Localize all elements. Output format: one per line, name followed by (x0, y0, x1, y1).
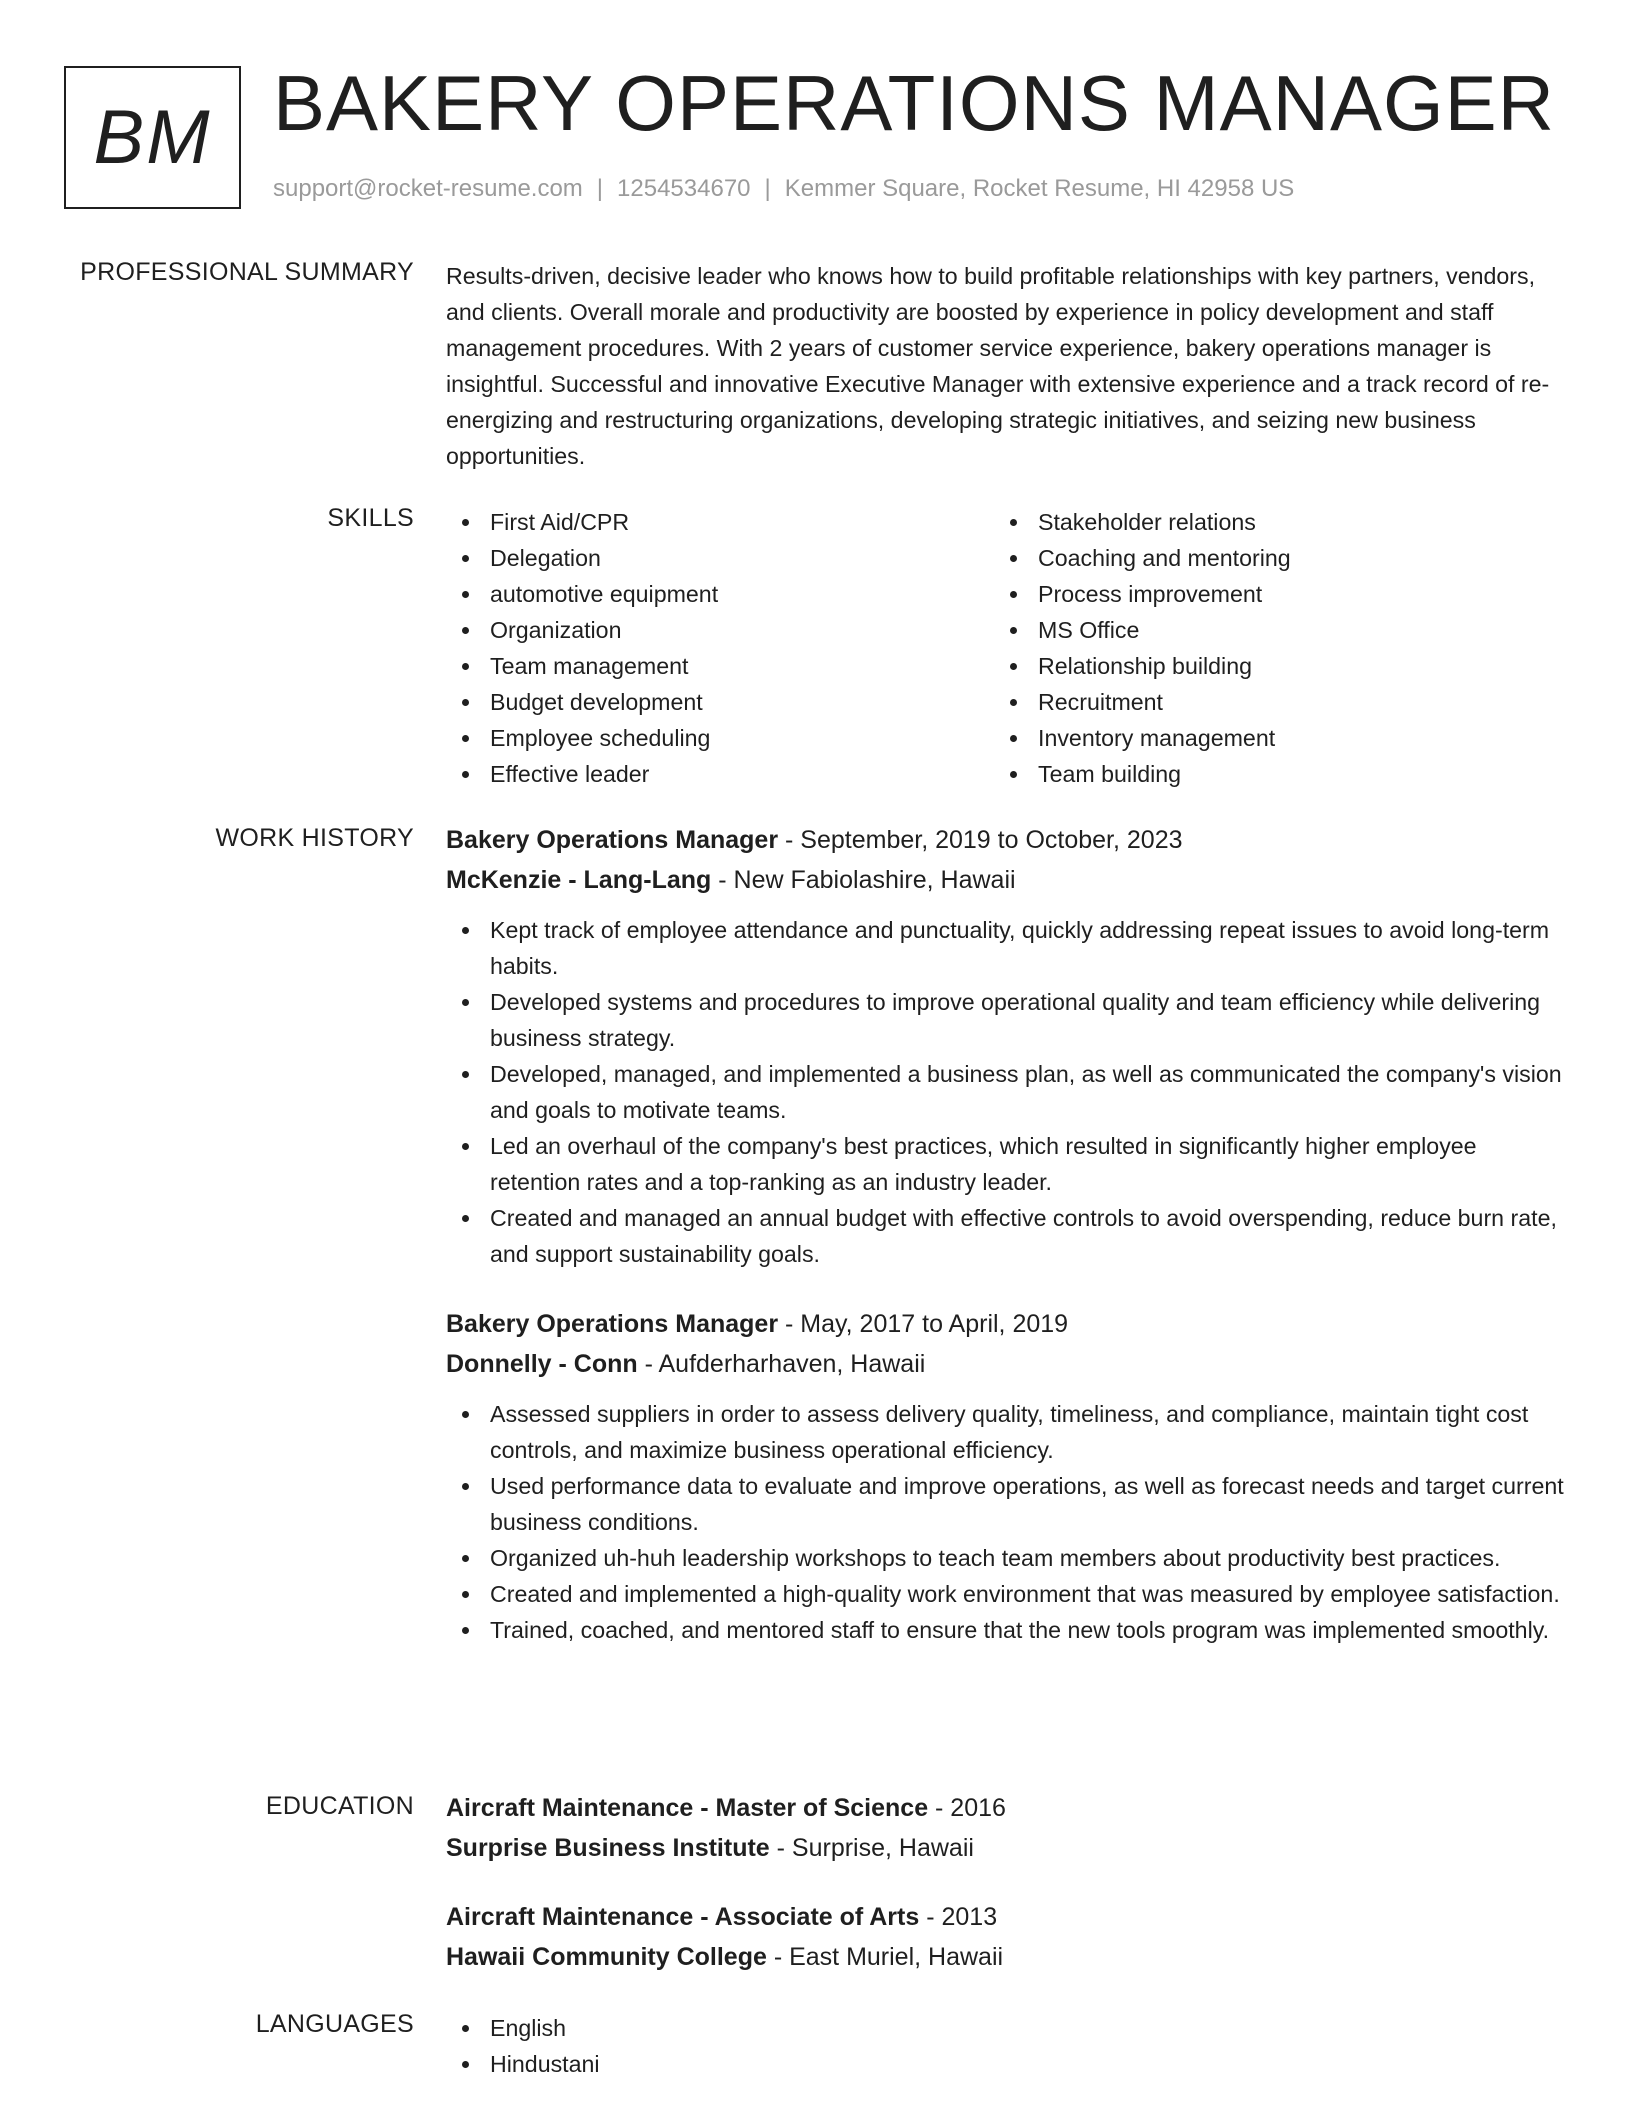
employer-location: - Aufderharhaven, Hawaii (637, 1350, 926, 1378)
job-title-line (446, 820, 1566, 860)
school-line (446, 1937, 1566, 1977)
degree-name: Aircraft Maintenance - Master of Science (446, 1794, 929, 1822)
skills-column-right (994, 504, 1542, 792)
school-name: Surprise Business Institute (446, 1834, 770, 1862)
job-duty: Created and managed an annual budget with effective controls to avoid overspending, reduce burn rate, and support sustainability goals. (446, 1200, 1566, 1272)
language-item: English (446, 2010, 1566, 2046)
summary-text: Results-driven, decisive leader who knows how to build profitable relationships with key partners, vendors, and clients. Overall morale and productivity are boosted by experience in policy development and staff management procedures. With 2 years of customer service experience, bakery operations manager is insightful. Successful and innovative Executive Manager with extensive experience and a track record of re-energizing and restructuring organizations, developing strategic initiatives, and seizing new business opportunities. (446, 263, 1550, 469)
job-entry (446, 820, 1566, 1272)
job-duty: Assessed suppliers in order to assess delivery quality, timeliness, and compliance, maintain tight cost controls, and maximize business operational efficiency. (446, 1396, 1566, 1468)
skill-item: Effective leader (446, 756, 994, 792)
skill-item: automotive equipment (446, 576, 994, 612)
skill-item: Relationship building (994, 648, 1542, 684)
language-item: Hindustani (446, 2046, 1566, 2082)
job-dates: - May, 2017 to April, 2019 (778, 1310, 1069, 1338)
skill-item: Employee scheduling (446, 720, 994, 756)
contact-email[interactable]: support@rocket-resume.com (273, 175, 583, 202)
monogram-logo: BM (64, 66, 241, 209)
job-duty: Kept track of employee attendance and punctuality, quickly addressing repeat issues to avoid long-term habits. (446, 912, 1566, 984)
job-duty: Developed systems and procedures to improve operational quality and team efficiency while delivering business strategy. (446, 984, 1566, 1056)
education-heading: EDUCATION (265, 1792, 414, 1820)
job-duties (446, 1396, 1566, 1648)
school-name: Hawaii Community College (446, 1943, 767, 1971)
skills-list (446, 504, 1566, 792)
school-line (446, 1828, 1566, 1868)
job-duty: Trained, coached, and mentored staff to ensure that the new tools program was implemented smoothly. (446, 1612, 1566, 1648)
contact-separator: | (596, 175, 604, 202)
skill-item: Coaching and mentoring (994, 540, 1542, 576)
job-dates: - September, 2019 to October, 2023 (778, 826, 1183, 854)
contact-separator: | (764, 175, 771, 202)
skills-column-left (446, 504, 994, 792)
skill-item: Delegation (446, 540, 994, 576)
skill-item: MS Office (994, 612, 1542, 648)
job-duty: Used performance data to evaluate and improve operations, as well as forecast needs and target current business conditions. (446, 1468, 1566, 1540)
degree-line (446, 1788, 1566, 1828)
degree-line (446, 1897, 1566, 1937)
job-duty: Created and implemented a high-quality work environment that was measured by employee satisfaction. (446, 1576, 1566, 1612)
skill-item: Stakeholder relations (994, 504, 1542, 540)
job-entry (446, 1304, 1566, 1648)
summary-heading: PROFESSIONAL SUMMARY (80, 258, 414, 286)
skill-item: Team management (446, 648, 994, 684)
job-duties (446, 912, 1566, 1272)
school-location: - Surprise, Hawaii (769, 1834, 974, 1862)
job-title: Bakery Operations Manager (446, 1310, 779, 1338)
contact-address: Kemmer Square, Rocket Resume, HI 42958 US (784, 175, 1295, 202)
job-duty: Organized uh-huh leadership workshops to teach team members about productivity best practices. (446, 1540, 1566, 1576)
degree-year: - 2016 (928, 1794, 1006, 1822)
job-title: Bakery Operations Manager (446, 826, 779, 854)
employer-name: Donnelly - Conn (446, 1350, 638, 1378)
languages-list (446, 2010, 1566, 2082)
languages-heading: LANGUAGES (255, 2010, 414, 2038)
skill-item: Recruitment (994, 684, 1542, 720)
degree-year: - 2013 (919, 1903, 998, 1931)
education-entry (446, 1788, 1566, 1868)
employer-name: McKenzie - Lang-Lang (446, 866, 712, 894)
job-duty: Led an overhaul of the company's best practices, which resulted in significantly higher employee retention rates and a top-ranking as an industry leader. (446, 1128, 1566, 1200)
contact-phone[interactable]: 1254534670 (617, 175, 751, 202)
skill-item: Budget development (446, 684, 994, 720)
education-entry (446, 1897, 1566, 1977)
contact-line (273, 175, 1294, 203)
employer-line (446, 1344, 1566, 1384)
employer-line (446, 860, 1566, 900)
work-history-list (446, 820, 1566, 1272)
job-duty: Developed, managed, and implemented a business plan, as well as communicated the company's vision and goals to motivate teams. (446, 1056, 1566, 1128)
skill-item: First Aid/CPR (446, 504, 994, 540)
page-title: BAKERY OPERATIONS MANAGER (273, 59, 1555, 147)
work-history-heading: WORK HISTORY (215, 824, 414, 852)
school-location: - East Muriel, Hawaii (766, 1943, 1004, 1971)
skill-item: Team building (994, 756, 1542, 792)
job-title-line (446, 1304, 1566, 1344)
degree-name: Aircraft Maintenance - Associate of Arts (446, 1903, 920, 1931)
work-history-list-2 (446, 1304, 1566, 1648)
employer-location: - New Fabiolashire, Hawaii (711, 866, 1016, 894)
skill-item: Process improvement (994, 576, 1542, 612)
skills-heading: SKILLS (327, 504, 414, 532)
skill-item: Organization (446, 612, 994, 648)
skill-item: Inventory management (994, 720, 1542, 756)
